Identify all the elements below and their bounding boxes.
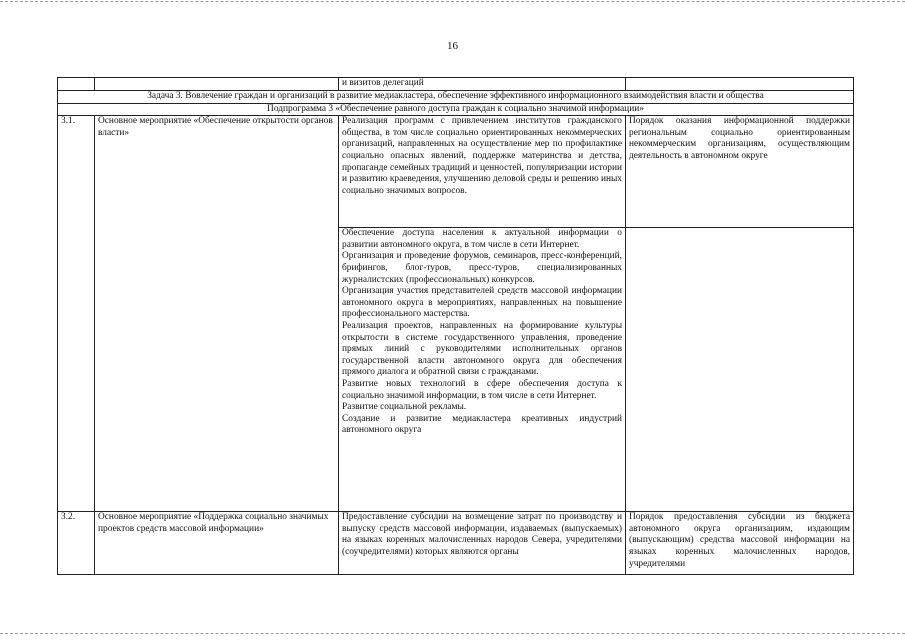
- scan-edge-top: [0, 1, 905, 2]
- direction-item: Создание и развитие медиакластера креативных индустрий автономного округа: [342, 413, 622, 436]
- subprogram-header: Подпрограмма 3 «Обеспечение равного доступа граждан к социально значимой информации»: [58, 103, 854, 116]
- page-number: 16: [447, 40, 458, 52]
- carryover-text: и визитов делегаций: [339, 78, 626, 91]
- cell-empty: [626, 78, 854, 91]
- cell-empty: [626, 228, 854, 512]
- task-header-row: [58, 91, 854, 104]
- scan-edge-bottom: [0, 633, 905, 634]
- document-name-content: Порядок предоставления субсидии из бюджета автономного округа организациям, издающим (выпускающим) средства массовой информации на языках коренных малочисленных народов, учредителями: [629, 512, 850, 569]
- direction-item: Развитие новых технологий в сфере обеспечения доступа к социально значимой информации, в том числе в сети Интернет.: [342, 378, 622, 401]
- table-row: [58, 116, 854, 228]
- directions-text: [339, 512, 626, 575]
- document-name: [626, 512, 854, 575]
- carryover-row: [58, 78, 854, 91]
- row-number: 3.1.: [58, 116, 95, 512]
- row-number: 3.2.: [58, 512, 95, 575]
- direction-item: Организация и проведение форумов, семинаров, пресс-конференций, брифингов, блог-туров, пресс-туров, специализированных журналистских (профессиональных) конкурсов.: [342, 251, 622, 285]
- directions-text: Реализация программ с привлечением институтов гражданского общества, в том числе социально ориентированных некоммерческих организаций, направленных на осуществление мер по профилактике социально опасных явлений, поддержке материнства и детства, пропаганде семейных традиций и ценностей, популяризации истории и развитию краеведения, улучшению деловой среды и решению иных социально значимых вопросов.: [339, 116, 626, 228]
- cell-empty: [95, 78, 339, 91]
- directions-text-content: Предоставление субсидии на возмещение затрат по производству и выпуску средств массовой информации, издаваемых (выпускаемых) на языках коренных малочисленных народов Севера, учредителями (соучредителями) которых являются органы: [342, 512, 622, 557]
- task-header: Задача 3. Вовлечение граждан и организаций в развитие медиакластера, обеспечение эффективного информационного взаимодействия власти и общества: [58, 91, 854, 104]
- event-name: Основное мероприятие «Обеспечение открытости органов власти»: [95, 116, 339, 512]
- direction-item: Реализация проектов, направленных на формирование культуры открытости в системе государственного управления, проведение прямых линий с руководителями исполнительных органов государственной власти автономного округа для обеспечения прямого диалога и обратной связи с гражданами.: [342, 320, 622, 378]
- direction-item: Обеспечение доступа населения к актуальной информации о развитии автономного округа, в том числе в сети Интернет.: [342, 228, 622, 250]
- table-row: [58, 512, 854, 575]
- cell-empty: [58, 78, 95, 91]
- subprogram-header-row: [58, 103, 854, 116]
- document-name: Порядок оказания информационной поддержки региональным социально ориентированным некоммерческим организациям, осуществляющим деятельность в автономном округе: [626, 116, 854, 228]
- event-name: Основное мероприятие «Поддержка социально значимых проектов средств массовой информации»: [95, 512, 339, 575]
- directions-list: [339, 228, 626, 512]
- direction-item: Организация участия представителей средств массовой информации автономного округа в мероприятиях, направленных на повышение профессионального мастерства.: [342, 286, 622, 320]
- direction-item: Развитие социальной рекламы.: [342, 402, 467, 413]
- program-table: [57, 77, 854, 575]
